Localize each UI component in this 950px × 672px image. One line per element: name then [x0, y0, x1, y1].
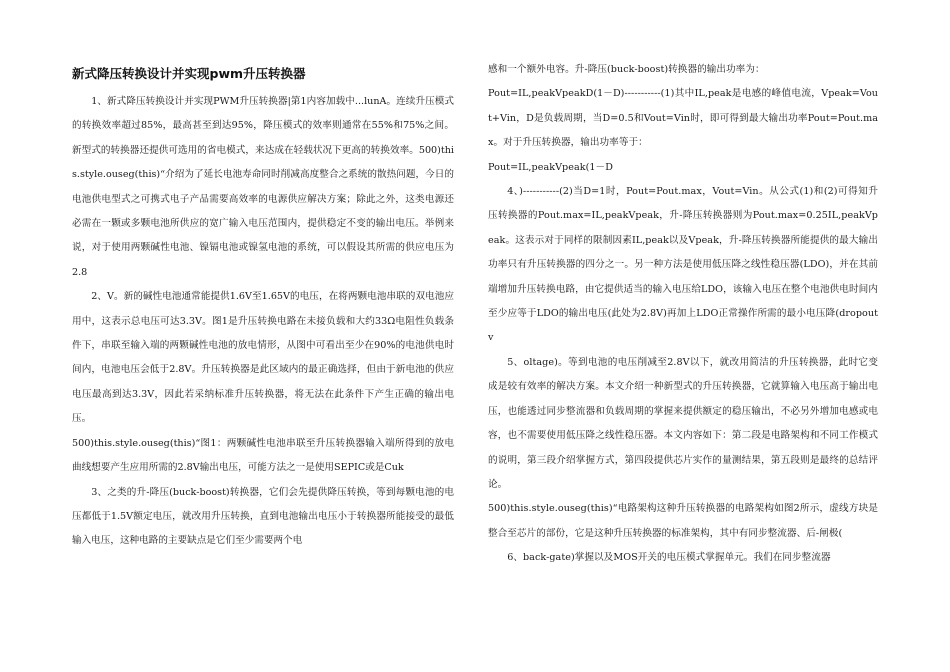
formula-boost: Pout=IL,peakVpeak(1－D	[488, 161, 613, 173]
paragraph-3: 3、之类的升-降压(buck-boost)转换器，它们会先提供降压转换，等到每颗电池的电压都低于1.5V额定电压，就改用升压转换，直到电池输出电压小于转换器所能接受的最低输入电压，这种电路的主要缺点是它们至少需要两个电	[72, 486, 454, 547]
paragraph-6: 6、back-gate)掌握以及MOS开关的电压模式掌握单元。我们在同步整流器	[507, 552, 831, 564]
right-column	[488, 58, 878, 571]
paragraph-figure-2-caption: 500)this.style.ouseg(this)“电路架构这种升压转换器的电路架构如图2所示，虚线方块是整合至芯片的部份，它是这种升压转换器的标准架构，其中有同步整流器、后-闸极(	[488, 503, 878, 539]
paragraph-1: 1、新式降压转换设计并实现PWM升压转换器|第1内容加载中...lunA。连续升压模式的转换效率超过85%，最高甚至到达95%，降压模式的效率则通常在55%和75%之间。新型式的转换器还提供可选用的省电模式，来达成在轻载状况下更高的转换效率。500)this.style.ouseg(this)“介绍为了延长电池寿命同时削减高度整合之系统的散热问题，今日的电池供电型式之可携式电子产品需要高效率的电源供应解决方案；除此之外，这类电源还必需在一颗或多颗电池所供应的宽广输入电压范围内，提供稳定不变的输出电压。举例来说，对于使用两颗碱性电池、镍镉电池或镍氢电池的系统，可以假设其所需的供应电压为2.8	[72, 96, 454, 278]
paragraph-continued: 感和一个额外电容。升-降压(buck-boost)转换器的输出功率为：	[488, 64, 765, 75]
paragraph-5: 5、oltage)。等到电池的电压削减至2.8V以下，就改用简洁的升压转换器，此时它变成是较有效率的解决方案。本文介绍一种新型式的升压转换器，它就算输入电压高于输出电压，也能透过同步整流器和负载周期的掌握来提供额定的稳压输出，不必另外增加电感或电容，也不需要使用低压降之线性稳压器。本文内容如下：第二段是电路架构和不同工作模式的说明，第三段介绍掌握方式，第四段提供芯片实作的量测结果，第五段则是最终的总结评论。	[488, 356, 878, 490]
document-title: 新式降压转换设计并实现pwm升压转换器	[72, 66, 306, 81]
paragraph-figure-1-caption: 500)this.style.ouseg(this)“图1：两颗碱性电池串联至升压转换器输入端所得到的放电曲线想要产生应用所需的2.8V输出电压，可能方法之一是使用SEPIC或是Cuk	[72, 437, 454, 474]
left-column	[72, 58, 454, 554]
formula-buck-boost: Pout=IL,peakVpeakD(1－D)-----------(1)其中IL,peak是电感的峰值电流，Vpeak=Vout+Vin，D是负载周期，当D=0.5和Vout=Vin时，即可得到最大输出功率Pout=Pout.max。对于升压转换器，输出功率等于：	[488, 88, 878, 149]
paragraph-2: 2、V。新的碱性电池通常能提供1.6V至1.65V的电压，在将两颗电池串联的双电池应用中，这表示总电压可达3.3V。图1是升压转换电路在未接负载和大约33Ω电阻性负载条件下，串联至输入端的两颗碱性电池的放电情形，从图中可看出至少在90%的电池供电时间内，电池电压会低于2.8V。升压转换器是此区域内的最正确选择，但由于新电池的供应电压最高到达3.3V，因此若采纳标准升压转换器，将无法在此条件下产生正确的输出电压。	[72, 291, 454, 425]
paragraph-4: 4、)-----------(2)当D=1时，Pout=Pout.max，Vout=Vin。从公式(1)和(2)可得知升压转换器的Pout.max=IL,peakVpeak，升-降压转换器则为Pout.max=0.25IL,peakVpeak。这表示对于同样的限制因素IL,peak以及Vpeak，升-降压转换器所能提供的最大输出功率只有升压转换器的四分之一。另一种方法是使用低压降之线性稳压器(LDO)，并在其前端增加升压转换电路，由它提供适当的输入电压给LDO，该输入电压在整个电池供电时间内至少应等于LDO的输出电压(此处为2.8V)再加上LDO正常操作所需的最小电压降(dropoutv	[488, 186, 878, 344]
